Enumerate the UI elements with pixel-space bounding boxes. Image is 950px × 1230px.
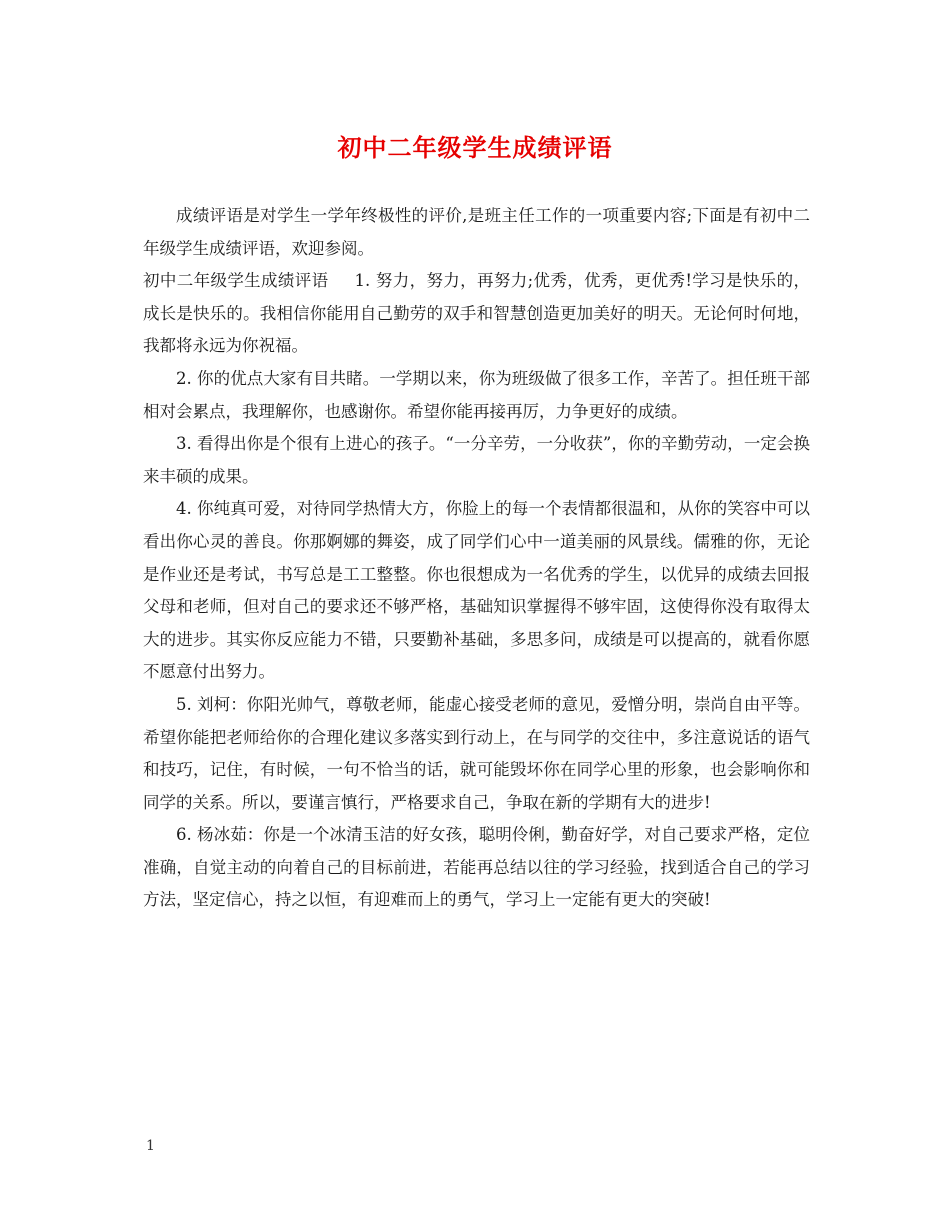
document-title: 初中二年级学生成绩评语 [337,133,613,162]
intro-paragraph: 成绩评语是对学生一学年终极性的评价,是班主任工作的一项重要内容;下面是有初中二年级学生成绩评语，欢迎参阅。 [143,206,810,258]
page-number: 1 [146,1138,155,1154]
comment-1: 1. 努力，努力，再努力;优秀，优秀，更优秀!学习是快乐的，成长是快乐的。我相信你能用自己勤劳的双手和智慧创造更加美好的明天。无论何时何地，我都将永远为你祝福。 [143,271,810,356]
comment-5: 5. 刘柯：你阳光帅气，尊敬老师，能虚心接受老师的意见，爱憎分明，崇尚自由平等。希望你能把老师给你的合理化建议多落实到行动上，在与同学的交往中，多注意说话的语气和技巧，记住，有时候，一句不恰当的话，就可能毁坏你在同学心里的形象，也会影响你和同学的关系。所以，要谨言慎行，严格要求自己，争取在新的学期有大的进步! [143,694,810,812]
section-heading: 初中二年级学生成绩评语 [143,271,329,291]
comment-3: 3. 看得出你是个很有上进心的孩子。“一分辛劳，一分收获”，你的辛勤劳动，一定会换来丰硕的成果。 [143,434,810,486]
comment-4: 4. 你纯真可爱，对待同学热情大方，你脸上的每一个表情都很温和，从你的笑容中可以看出你心灵的善良。你那婀娜的舞姿，成了同学们心中一道美丽的风景线。儒雅的你，无论是作业还是考试，书写总是工工整整。你也很想成为一名优秀的学生，以优异的成绩去回报父母和老师，但对自己的要求还不够严格，基础知识掌握得不够牢固，这使得你没有取得太大的进步。其实你反应能力不错，只要勤补基础，多思多问，成绩是可以提高的，就看你愿不愿意付出努力。 [143,499,810,682]
comment-2: 2. 你的优点大家有目共睹。一学期以来，你为班级做了很多工作，辛苦了。担任班干部相对会累点，我理解你，也感谢你。希望你能再接再厉，力争更好的成绩。 [143,368,810,421]
comment-6: 6. 杨冰茹：你是一个冰清玉洁的好女孩，聪明伶俐，勤奋好学，对自己要求严格，定位准确，自觉主动的向着自己的目标前进，若能再总结以往的学习经验，找到适合自己的学习方法，坚定信心，持之以恒，有迎难而上的勇气，学习上一定能有更大的突破! [143,825,810,910]
first-comment-paragraph [143,265,810,363]
document-body [143,200,810,917]
